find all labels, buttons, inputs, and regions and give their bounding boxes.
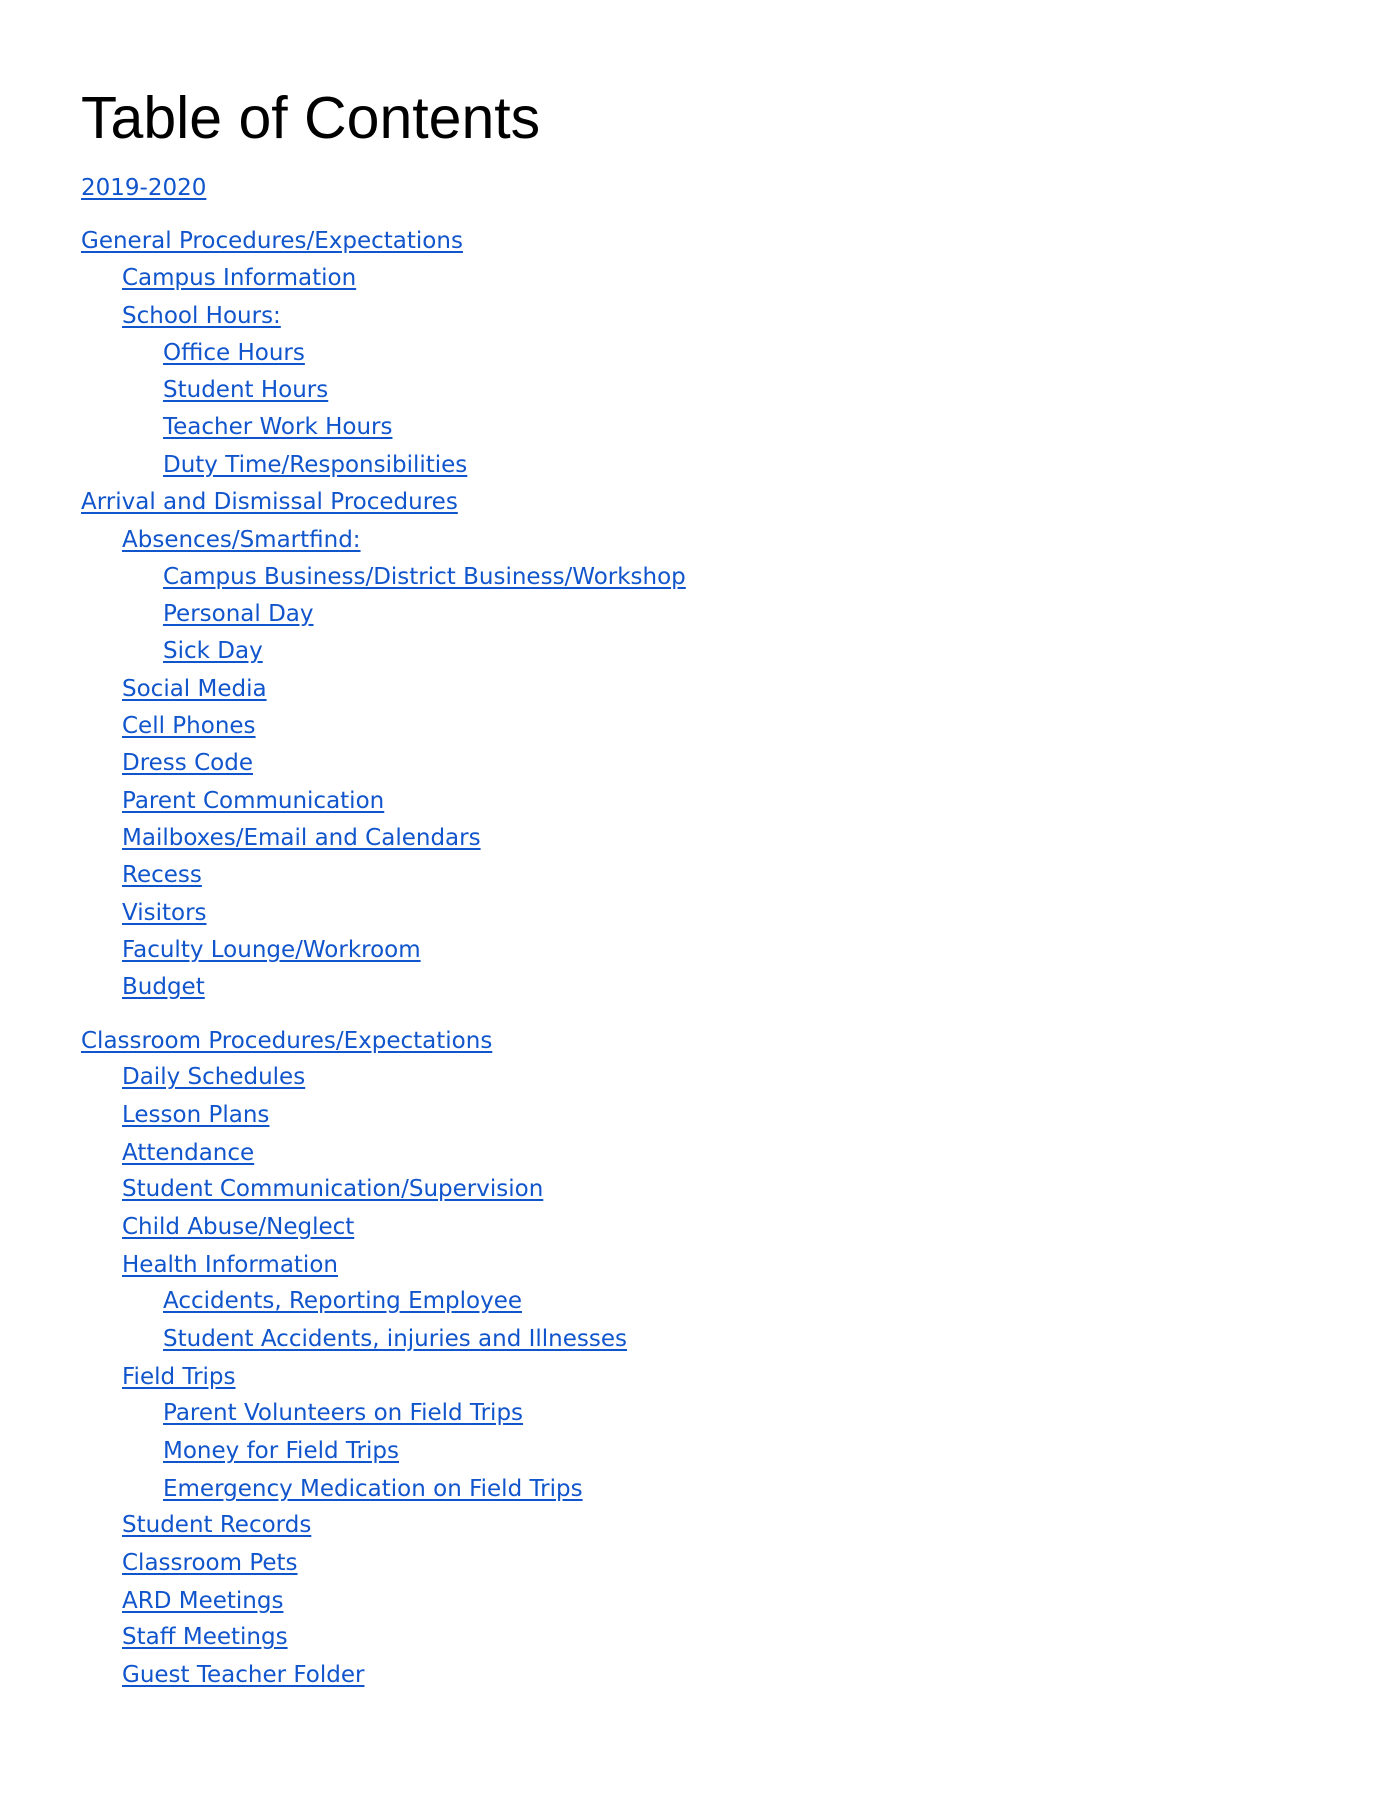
toc-link[interactable]: Parent Volunteers on Field Trips — [163, 1400, 524, 1426]
toc-link[interactable]: General Procedures/Expectations — [81, 228, 463, 254]
toc-link[interactable]: Student Hours — [163, 377, 329, 403]
toc-link[interactable]: Student Records — [122, 1512, 312, 1538]
toc-link[interactable]: Sick Day — [163, 638, 263, 664]
toc-link[interactable]: Dress Code — [122, 750, 253, 776]
toc-link[interactable]: Child Abuse/Neglect — [122, 1214, 355, 1240]
toc-link[interactable]: Student Communication/Supervision — [122, 1176, 544, 1202]
toc-link[interactable]: Cell Phones — [122, 713, 256, 739]
toc-link[interactable]: 2019-2020 — [81, 175, 207, 201]
toc-link[interactable]: Daily Schedules — [122, 1064, 306, 1090]
toc-link[interactable]: Money for Field Trips — [163, 1438, 399, 1464]
toc-link[interactable]: Campus Information — [122, 265, 357, 291]
toc-link[interactable]: Guest Teacher Folder — [122, 1662, 365, 1688]
toc-link[interactable]: Parent Communication — [122, 788, 385, 814]
toc-link[interactable]: Arrival and Dismissal Procedures — [81, 489, 458, 515]
toc-link[interactable]: Mailboxes/Email and Calendars — [122, 825, 481, 851]
toc-link[interactable]: Duty Time/Responsibilities — [163, 452, 468, 478]
toc-link[interactable]: Budget — [122, 974, 205, 1000]
toc-link[interactable]: Classroom Pets — [122, 1550, 298, 1576]
toc-link[interactable]: Staff Meetings — [122, 1624, 288, 1650]
toc-link[interactable]: Campus Business/District Business/Workshop — [163, 564, 686, 590]
toc-link[interactable]: Office Hours — [163, 340, 305, 366]
toc-link[interactable]: Absences/Smartfind: — [122, 527, 361, 553]
toc-link[interactable]: Recess — [122, 862, 202, 888]
toc-link[interactable]: Teacher Work Hours — [163, 414, 393, 440]
toc-link[interactable]: Personal Day — [163, 601, 314, 627]
toc-link[interactable]: Visitors — [122, 900, 207, 926]
toc-link[interactable]: Accidents, Reporting Employee — [163, 1288, 522, 1314]
toc-link[interactable]: School Hours: — [122, 303, 281, 329]
toc-link[interactable]: Classroom Procedures/Expectations — [81, 1028, 493, 1054]
toc-link[interactable]: Student Accidents, injuries and Illnesses — [163, 1326, 628, 1352]
page-title: Table of Contents — [81, 85, 541, 151]
toc-link[interactable]: Attendance — [122, 1140, 255, 1166]
toc-link[interactable]: Social Media — [122, 676, 267, 702]
toc-link[interactable]: Lesson Plans — [122, 1102, 270, 1128]
toc-link[interactable]: Faculty Lounge/Workroom — [122, 937, 421, 963]
toc-link[interactable]: ARD Meetings — [122, 1588, 284, 1614]
toc-link[interactable]: Emergency Medication on Field Trips — [163, 1476, 583, 1502]
toc-link[interactable]: Field Trips — [122, 1364, 236, 1390]
toc-link[interactable]: Health Information — [122, 1252, 338, 1278]
